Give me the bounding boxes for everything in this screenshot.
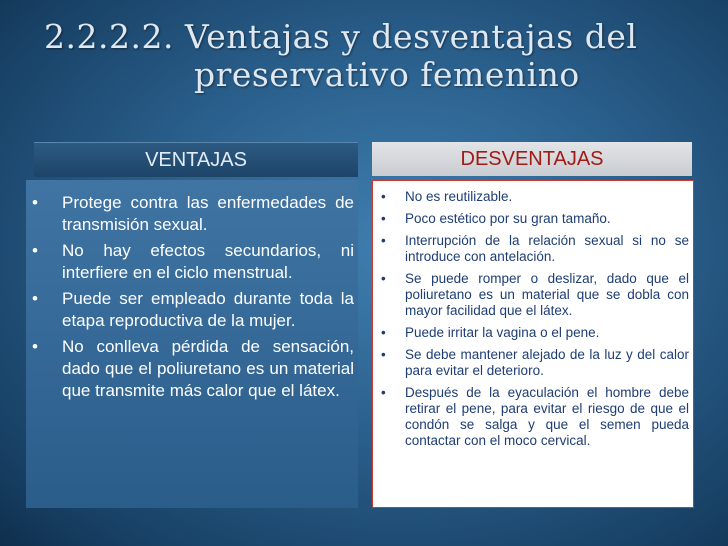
desventajas-item-text: Se debe mantener alejado de la luz y del calor para evitar el deterioro. xyxy=(405,347,689,378)
bullet-icon: • xyxy=(32,289,38,308)
ventajas-item xyxy=(30,240,354,284)
desventajas-item xyxy=(377,189,689,205)
bullet-icon: • xyxy=(381,189,386,204)
desventajas-item xyxy=(377,211,689,227)
desventajas-item xyxy=(377,347,689,379)
ventajas-item xyxy=(30,288,354,332)
desventajas-item xyxy=(377,233,689,265)
ventajas-item xyxy=(30,192,354,236)
ventajas-list xyxy=(30,192,354,402)
bullet-icon: • xyxy=(381,211,386,226)
desventajas-item-text: No es reutilizable. xyxy=(405,189,513,204)
ventajas-header: VENTAJAS xyxy=(34,142,358,177)
desventajas-item-text: Puede irritar la vagina o el pene. xyxy=(405,325,600,340)
desventajas-item-text: Se puede romper o deslizar, dado que el poliuretano es un material que se dobla con mayor facilidad que el látex. xyxy=(405,271,689,318)
desventajas-item xyxy=(377,271,689,319)
slide-title xyxy=(44,18,684,94)
ventajas-panel xyxy=(26,180,358,508)
desventajas-item-text: Interrupción de la relación sexual si no se introduce con antelación. xyxy=(405,233,689,264)
ventajas-item-text: Puede ser empleado durante toda la etapa reproductiva de la mujer. xyxy=(62,289,354,330)
bullet-icon: • xyxy=(381,385,386,400)
desventajas-header: DESVENTAJAS xyxy=(372,142,692,176)
desventajas-item xyxy=(377,385,689,449)
bullet-icon: • xyxy=(381,347,386,362)
desventajas-item xyxy=(377,325,689,341)
bullet-icon: • xyxy=(381,233,386,248)
bullet-icon: • xyxy=(381,325,386,340)
bullet-icon: • xyxy=(32,337,38,356)
ventajas-item-text: No conlleva pérdida de sensación, dado que el poliuretano es un material que transmite más calor que el látex. xyxy=(62,337,354,400)
ventajas-item xyxy=(30,336,354,402)
bullet-icon: • xyxy=(32,241,38,260)
ventajas-item-text: No hay efectos secundarios, ni interfiere en el ciclo menstrual. xyxy=(62,241,354,282)
bullet-icon: • xyxy=(381,271,386,286)
desventajas-panel xyxy=(372,180,694,508)
desventajas-item-text: Después de la eyaculación el hombre debe retirar el pene, para evitar el riesgo de que el condón se salga y que el semen pueda contactar con el moco cervical. xyxy=(405,385,689,448)
bullet-icon: • xyxy=(32,193,38,212)
desventajas-item-text: Poco estético por su gran tamaño. xyxy=(405,211,611,226)
ventajas-item-text: Protege contra las enfermedades de transmisión sexual. xyxy=(62,193,354,234)
title-line-1: 2.2.2.2. Ventajas y desventajas del xyxy=(44,17,638,56)
desventajas-list xyxy=(377,189,689,449)
title-line-2: preservativo femenino xyxy=(194,55,580,94)
